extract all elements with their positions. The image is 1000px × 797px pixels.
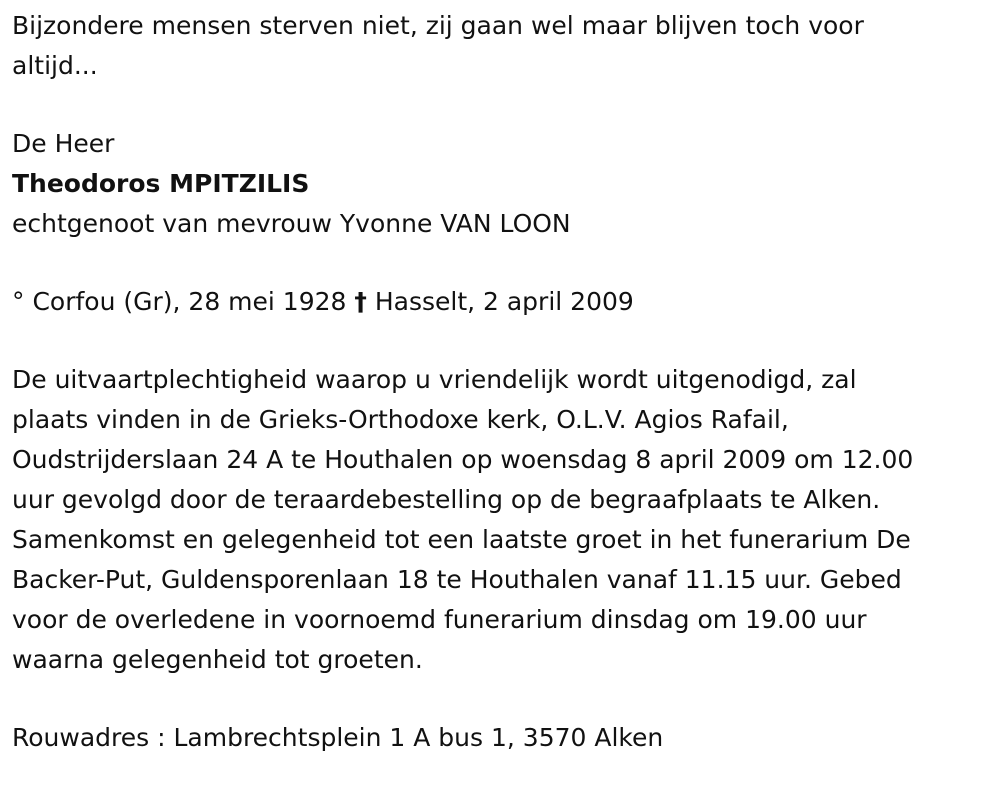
funeral-line: plaats vinden in de Grieks-Orthodoxe kerk, O.L.V. Agios Rafail, xyxy=(12,405,789,434)
opening-quote-line-2: altijd... xyxy=(12,51,98,80)
funeral-line: Backer-Put, Guldensporenlaan 18 te Houthalen vanaf 11.15 uur. Gebed xyxy=(12,565,902,594)
spacer xyxy=(12,86,988,124)
spacer xyxy=(12,244,988,282)
birth-info: ° Corfou (Gr), 28 mei 1928 xyxy=(12,287,355,316)
birth-death-dates xyxy=(12,282,988,322)
funeral-line: uur gevolgd door de teraardebestelling op de begraafplaats te Alken. xyxy=(12,485,881,514)
funeral-line: waarna gelegenheid tot groeten. xyxy=(12,645,423,674)
mourning-address: Rouwadres : Lambrechtsplein 1 A bus 1, 3570 Alken xyxy=(12,723,664,752)
funeral-line: De uitvaartplechtigheid waarop u vriendelijk wordt uitgenodigd, zal xyxy=(12,365,857,394)
deceased-name: Theodoros MPITZILIS xyxy=(12,169,310,198)
spacer xyxy=(12,680,988,718)
honorific: De Heer xyxy=(12,129,115,158)
funeral-line: voor de overledene in voornoemd funerarium dinsdag om 19.00 uur xyxy=(12,605,867,634)
funeral-line: Samenkomst en gelegenheid tot een laatste groet in het funerarium De xyxy=(12,525,911,554)
death-info: Hasselt, 2 april 2009 xyxy=(366,287,634,316)
spouse-line: echtgenoot van mevrouw Yvonne VAN LOON xyxy=(12,209,571,238)
opening-quote-line-1: Bijzondere mensen sterven niet, zij gaan wel maar blijven toch voor xyxy=(12,11,864,40)
cross-icon: † xyxy=(354,287,367,316)
spacer xyxy=(12,322,988,360)
funeral-line: Oudstrijderslaan 24 A te Houthalen op woensdag 8 april 2009 om 12.00 xyxy=(12,445,914,474)
funeral-details xyxy=(12,360,988,680)
opening-quote xyxy=(12,6,988,86)
